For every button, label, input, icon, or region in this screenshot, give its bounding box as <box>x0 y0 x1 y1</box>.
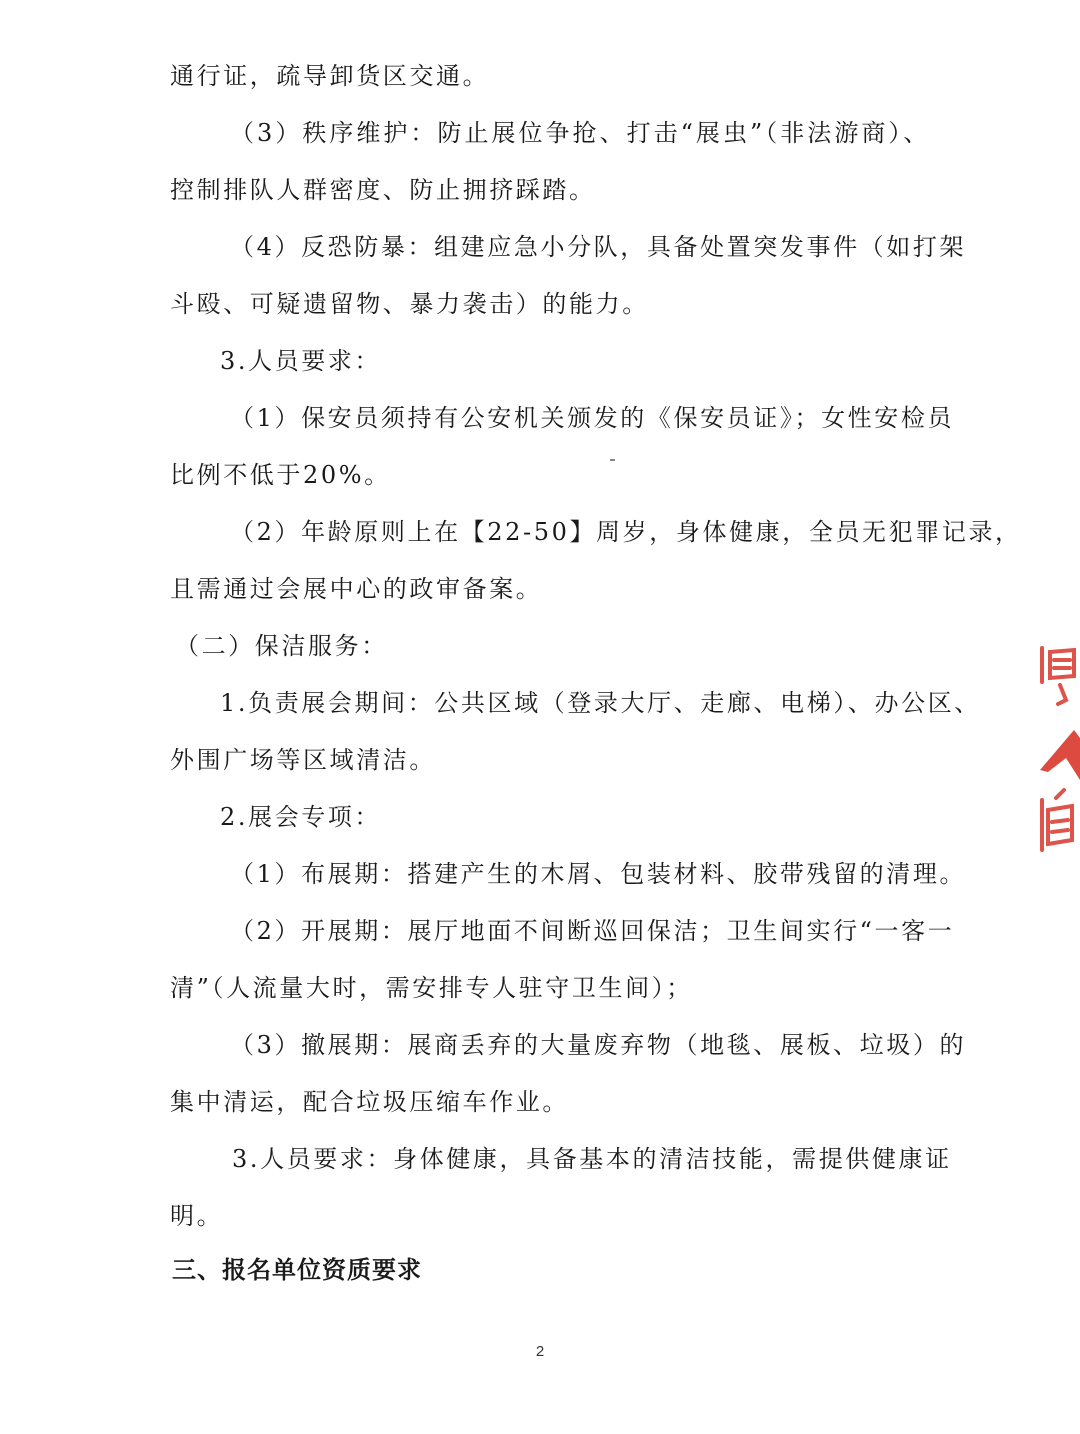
paragraph-line: （4）反恐防暴：组建应急小分队，具备处置突发事件（如打架 <box>230 233 967 261</box>
section-heading: （二）保洁服务： <box>175 632 388 660</box>
paragraph-line: （1）保安员须持有公安机关颁发的《保安员证》；女性安检员 <box>230 404 955 432</box>
paragraph-line: （2）开展期：展厅地面不间断巡回保洁；卫生间实行“一客一 <box>230 917 955 945</box>
paragraph-line: 且需通过会展中心的政审备案。 <box>170 575 543 603</box>
paragraph-line: 清”（人流量大时，需安排专人驻守卫生间）； <box>170 974 693 1002</box>
seal-stamp-fragment <box>1030 630 1080 870</box>
section-subheading: 3.人员要求： <box>220 347 382 375</box>
paragraph-line: 通行证，疏导卸货区交通。 <box>170 62 490 90</box>
chapter-heading: 三、报名单位资质要求 <box>172 1256 422 1284</box>
paragraph-line: 集中清运，配合垃圾压缩车作业。 <box>170 1088 569 1116</box>
paragraph-line: 比例不低于20%。 <box>170 461 391 489</box>
paragraph-line: 明。 <box>170 1202 224 1230</box>
paragraph-line: 1.负责展会期间：公共区域（登录大厅、走廊、电梯）、办公区、 <box>220 689 981 717</box>
paragraph-line: （3）秩序维护：防止展位争抢、打击“展虫”（非法游商）、 <box>230 119 930 147</box>
scan-speck <box>610 459 615 461</box>
section-subheading: 2.展会专项： <box>220 803 382 831</box>
paragraph-line: 外围广场等区域清洁。 <box>170 746 436 774</box>
paragraph-line: （2）年龄原则上在【22-50】周岁，身体健康，全员无犯罪记录， <box>230 518 1022 546</box>
paragraph-line: 斗殴、可疑遗留物、暴力袭击）的能力。 <box>170 290 649 318</box>
seal-stamp-graphic <box>1030 630 1080 870</box>
paragraph-line: 控制排队人群密度、防止拥挤踩踏。 <box>170 176 596 204</box>
page-number: 2 <box>535 1343 545 1360</box>
paragraph-line: （3）撤展期：展商丢弃的大量废弃物（地毯、展板、垃圾）的 <box>230 1031 967 1059</box>
paragraph-line: 3.人员要求：身体健康，具备基本的清洁技能，需提供健康证 <box>232 1145 952 1173</box>
paragraph-line: （1）布展期：搭建产生的木屑、包装材料、胶带残留的清理。 <box>230 860 967 888</box>
